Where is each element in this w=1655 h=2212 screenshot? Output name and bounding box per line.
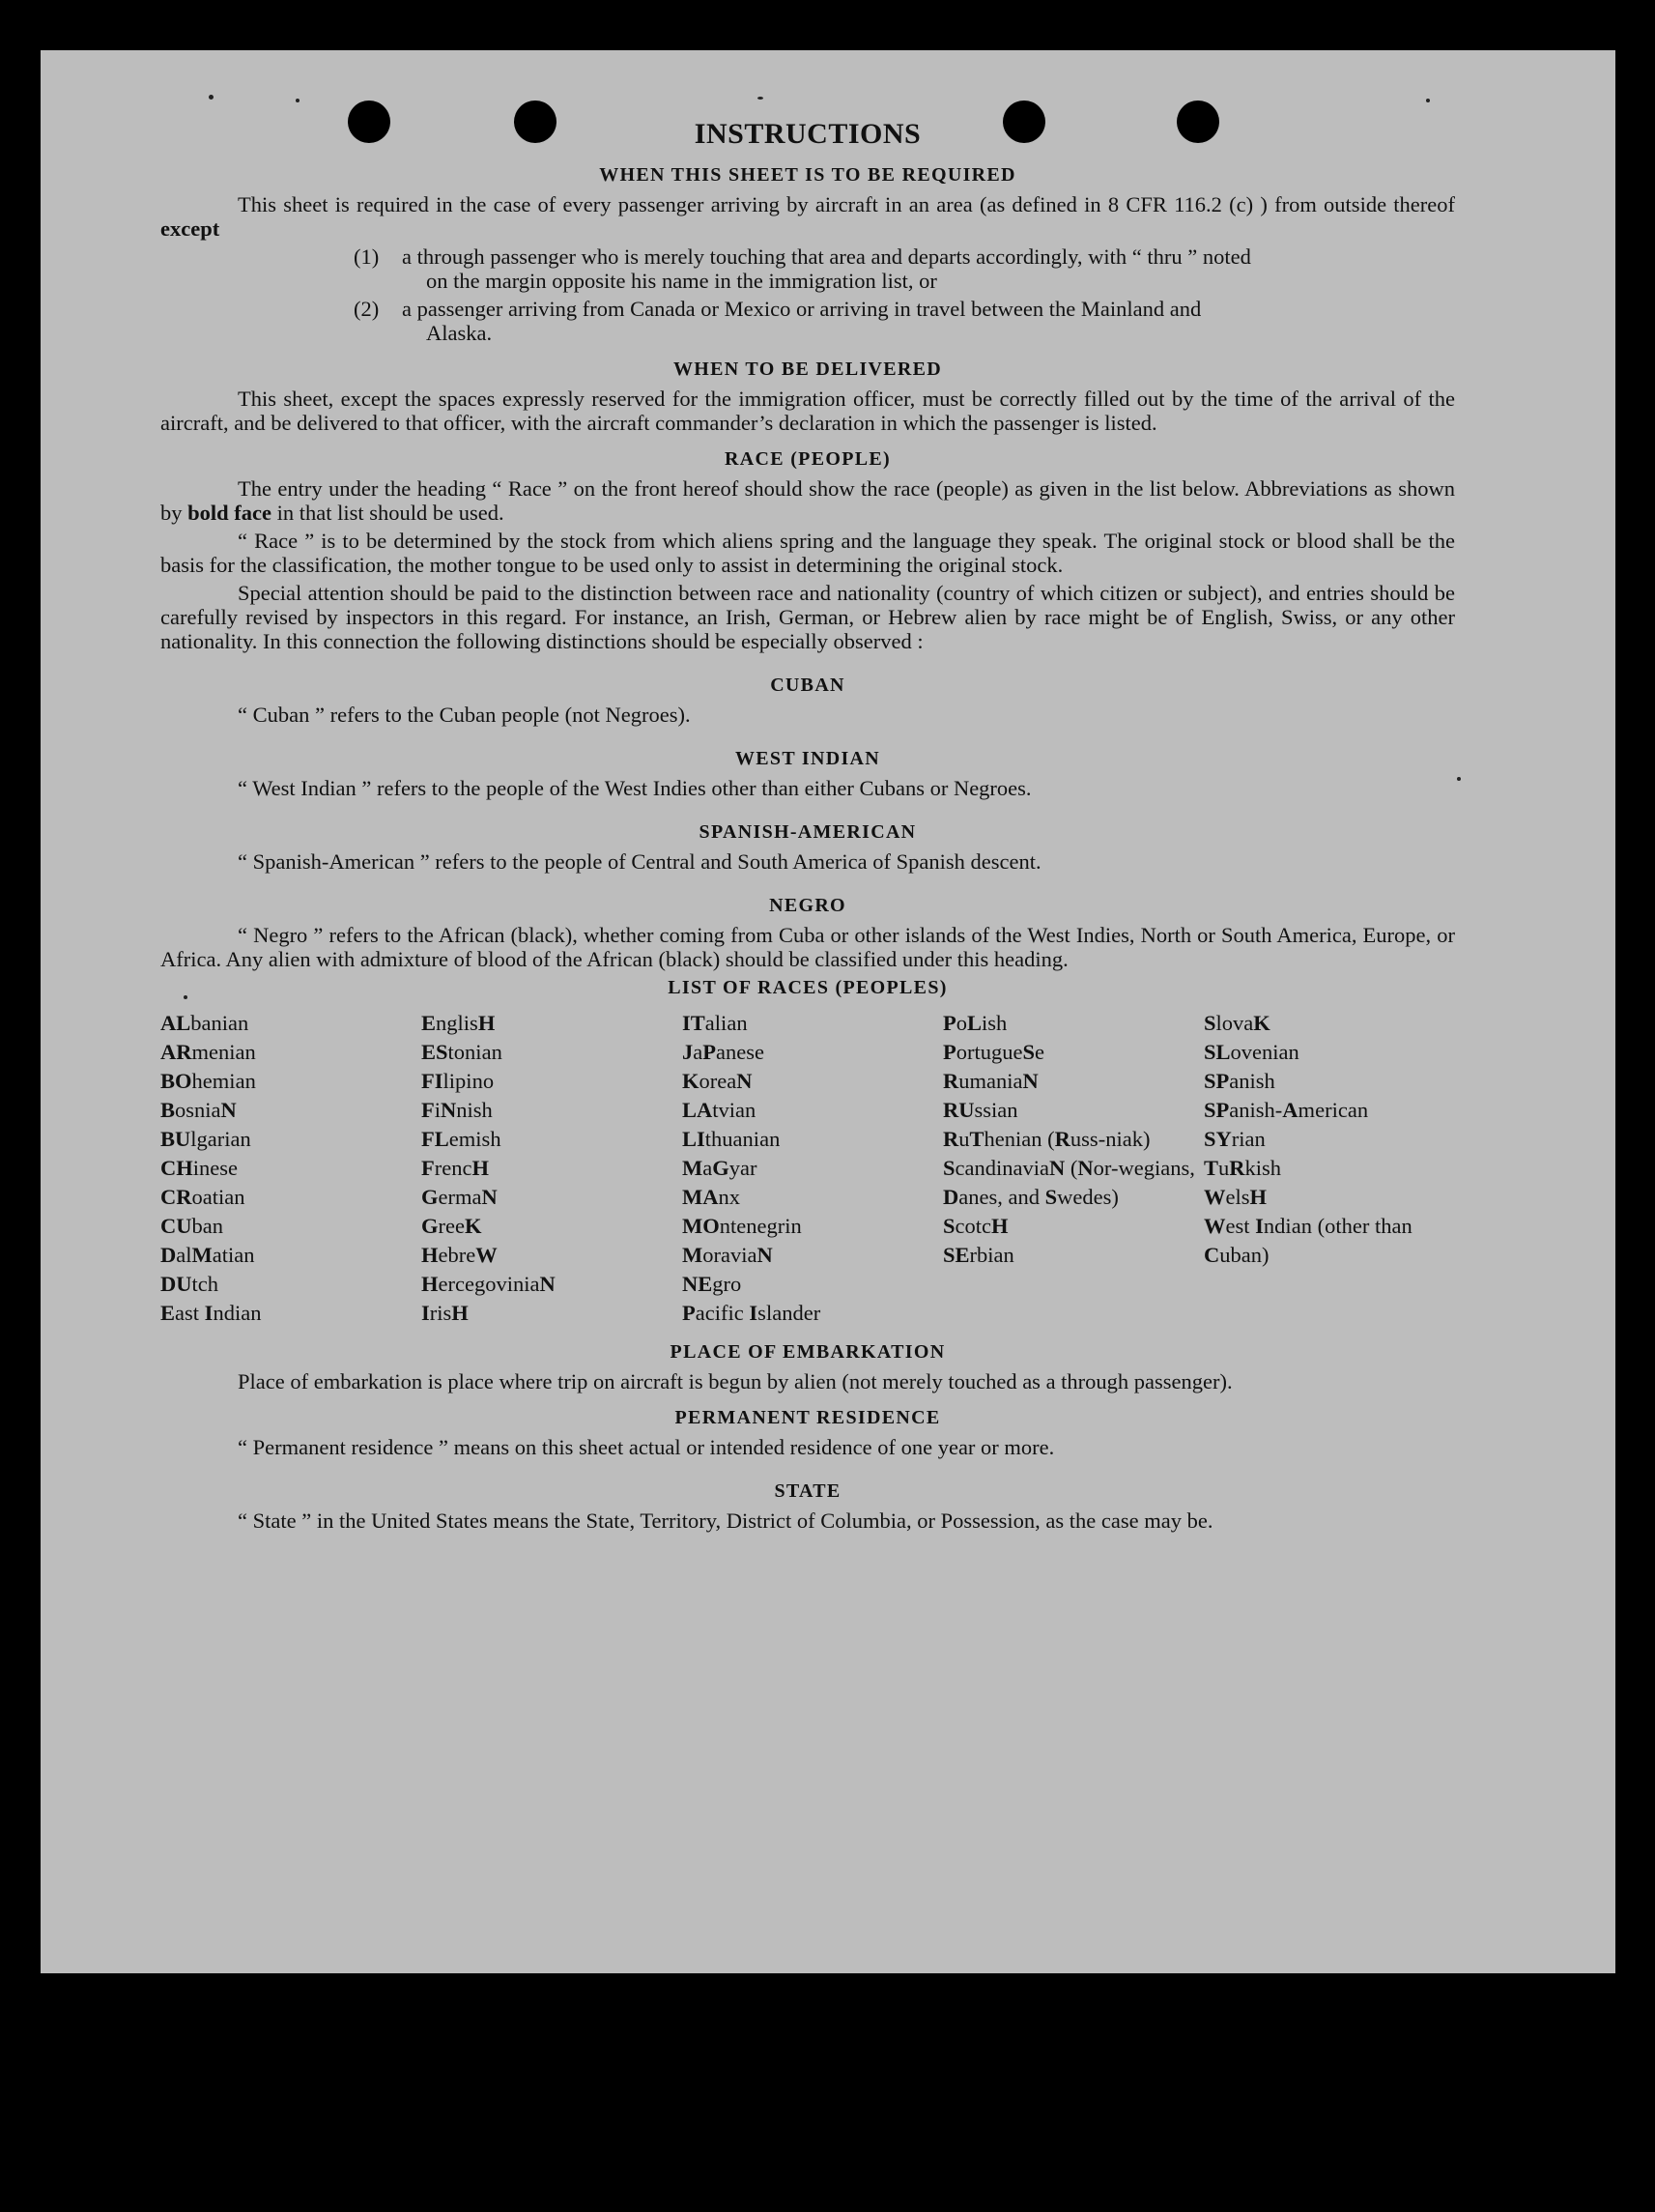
race-entry: CRoatian [160, 1185, 245, 1209]
section-heading: NEGRO [769, 895, 846, 916]
race-entry: TuRkish [1204, 1156, 1282, 1180]
race-entry: FLemish [421, 1127, 501, 1151]
race-entry: SPanish [1204, 1069, 1275, 1093]
race-entry: JaPanese [682, 1040, 765, 1064]
speck [1457, 777, 1461, 781]
race-entry: CHinese [160, 1156, 239, 1180]
paragraph: Place of embarkation is place where trip on aircraft is begun by alien (not merely touched as a through passenger). [238, 1369, 1233, 1393]
race-entry: DalMatian [160, 1243, 255, 1267]
section-heading: LIST OF RACES (PEOPLES) [668, 977, 948, 998]
race-entry: FiNnish [421, 1098, 493, 1122]
race-entry: PoLish [943, 1011, 1008, 1035]
race-entry: CUban [160, 1214, 223, 1238]
race-column [682, 1009, 943, 1328]
race-entry: NEgro [682, 1272, 742, 1296]
race-entry: MoraviaN [682, 1243, 773, 1267]
paragraph: “ Spanish-American ” refers to the people of Central and South America of Spanish descent. [238, 849, 1042, 874]
race-column [421, 1009, 682, 1328]
speck [209, 95, 214, 100]
race-entry: Pacific Islander [682, 1301, 821, 1325]
race-entry: KoreaN [682, 1069, 753, 1093]
race-entry: RumaniaN [943, 1069, 1039, 1093]
paragraph: “ Race ” is to be determined by the stock from which aliens spring and the language they speak. The original stock or blood shall be the basis for the classification, the mother tongue to be used only to assist in determining the original stock. [160, 529, 1455, 577]
race-entry: ScotcH [943, 1214, 1009, 1238]
race-entry: IrisH [421, 1301, 469, 1325]
race-entry: SlovaK [1204, 1011, 1270, 1035]
paragraph: “ Permanent residence ” means on this sheet actual or intended residence of one year or more. [238, 1435, 1055, 1459]
race-entry: RUssian [943, 1098, 1018, 1122]
race-entry: WelsH [1204, 1185, 1268, 1209]
race-list [160, 1009, 1455, 1328]
race-entry: BOhemian [160, 1069, 256, 1093]
race-entry: LIthuanian [682, 1127, 781, 1151]
paragraph: “ State ” in the United States means the State, Territory, District of Columbia, or Possession, as the case may be. [238, 1508, 1213, 1533]
paragraph: “ Negro ” refers to the African (black), whether coming from Cuba or other islands of the West Indies, North or South America, Europe, or Africa. Any alien with admixture of blood of the African (black) should be classified under this heading. [160, 923, 1455, 971]
race-column [1204, 1009, 1465, 1328]
speck [296, 99, 300, 102]
race-entry: GermaN [421, 1185, 498, 1209]
section-heading: WHEN TO BE DELIVERED [672, 359, 943, 380]
speck [1426, 99, 1430, 102]
paragraph: Special attention should be paid to the distinction between race and nationality (country of which citizen or subject), and entries should be carefully revised by inspectors in this regard. For instance, an Irish, German, or Hebrew alien by race might be of English, Swiss, or any other nationality. In this connection the following distinctions should be especially observed : [160, 581, 1455, 653]
race-entry: BUlgarian [160, 1127, 251, 1151]
race-entry: PortugueSe [943, 1040, 1045, 1064]
section-heading: PLACE OF EMBARKATION [670, 1341, 946, 1363]
race-entry: HercegoviniaN [421, 1272, 556, 1296]
section-heading: SPANISH-AMERICAN [699, 821, 917, 843]
race-column [943, 1009, 1204, 1328]
race-entry: RuThenian (Russ-niak) [943, 1127, 1151, 1151]
section-heading: STATE [774, 1480, 842, 1502]
race-entry: ALbanian [160, 1011, 249, 1035]
section-heading: CUBAN [770, 675, 845, 696]
speck [757, 97, 763, 100]
race-entry: MOntenegrin [682, 1214, 802, 1238]
page-title: INSTRUCTIONS [694, 118, 922, 150]
race-entry: SErbian [943, 1243, 1014, 1267]
race-entry: HebreW [421, 1243, 498, 1267]
paragraph: This sheet, except the spaces expressly reserved for the immigration officer, must be correctly filled out by the time of the arrival of the aircraft, and be delivered to that officer, with the aircraft commander’s declaration in which the passenger is listed. [160, 387, 1455, 435]
race-entry: EStonian [421, 1040, 502, 1064]
paragraph: The entry under the heading “ Race ” on the front hereof should show the race (people) as given in the list below. Abbreviations as shown by bold face in that list should be used. [160, 476, 1455, 525]
race-column [160, 1009, 421, 1328]
race-entry: EnglisH [421, 1011, 496, 1035]
race-entry: ARmenian [160, 1040, 256, 1064]
race-entry: West Indian (other than Cuban) [1204, 1214, 1412, 1267]
list-item: (1) a through passenger who is merely touching that area and departs accordingly, with “ thru ” noted on the margin opposite his name in the immigration list, or [354, 244, 1251, 293]
race-entry: FrencH [421, 1156, 490, 1180]
section-heading: PERMANENT RESIDENCE [674, 1407, 941, 1428]
race-entry: LAtvian [682, 1098, 756, 1122]
section-heading: WHEN THIS SHEET IS TO BE REQUIRED [599, 164, 1016, 186]
race-entry: MaGyar [682, 1156, 757, 1180]
race-entry: DUtch [160, 1272, 219, 1296]
race-entry: GreeK [421, 1214, 482, 1238]
section-heading: WEST INDIAN [734, 748, 881, 769]
instructions-body [160, 118, 1455, 1537]
race-entry: BosniaN [160, 1098, 237, 1122]
race-entry: MAnx [682, 1185, 740, 1209]
list-item: (2) a passenger arriving from Canada or Mexico or arriving in travel between the Mainland and Alaska. [354, 297, 1202, 345]
section-heading: RACE (PEOPLE) [725, 448, 891, 470]
paragraph: “ West Indian ” refers to the people of the West Indies other than either Cubans or Negroes. [238, 776, 1032, 800]
paragraph: “ Cuban ” refers to the Cuban people (not Negroes). [238, 703, 691, 727]
paragraph: This sheet is required in the case of every passenger arriving by aircraft in an area (as defined in 8 CFR 116.2 (c) ) from outside thereof except [160, 192, 1455, 241]
race-entry: ScandinaviaN (Nor-wegians, Danes, and Swedes) [943, 1156, 1195, 1209]
race-entry: SYrian [1204, 1127, 1266, 1151]
race-entry: FIlipino [421, 1069, 495, 1093]
race-entry: SPanish-American [1204, 1098, 1369, 1122]
race-entry: SLovenian [1204, 1040, 1299, 1064]
race-entry: East Indian [160, 1301, 262, 1325]
race-entry: ITalian [682, 1011, 748, 1035]
